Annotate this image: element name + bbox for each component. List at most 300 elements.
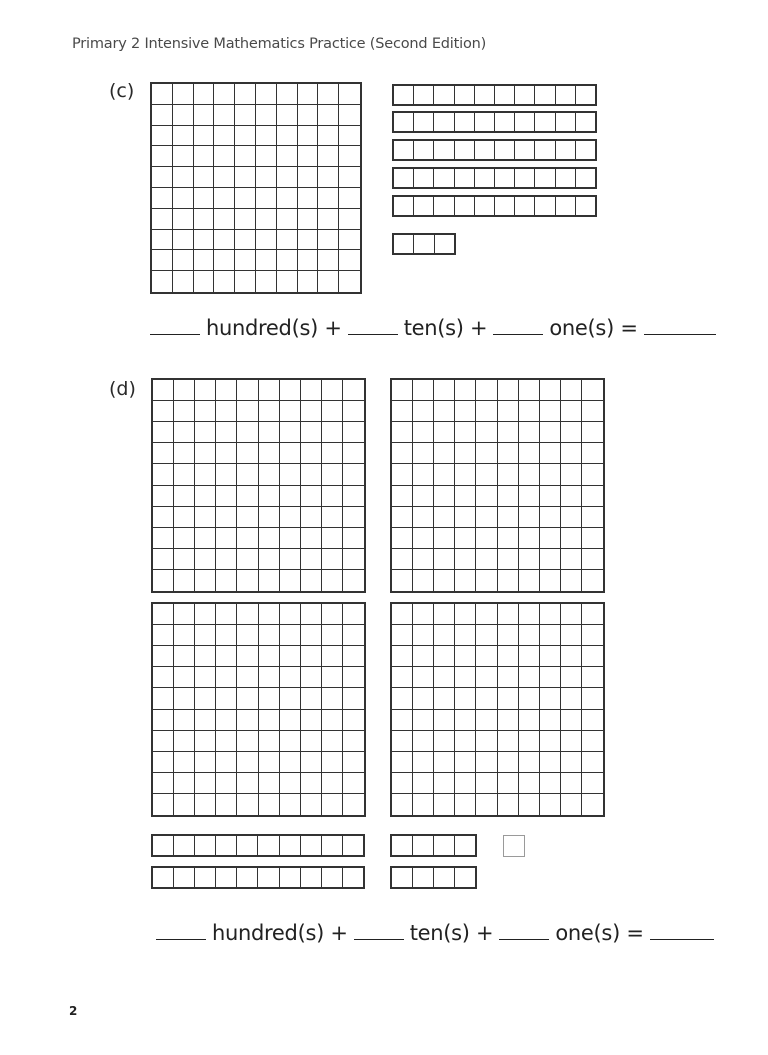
unit-cell: [455, 401, 476, 422]
unit-cell: [434, 836, 455, 855]
unit-cell: [434, 507, 455, 528]
unit-cell: [216, 625, 237, 646]
unit-cell: [475, 169, 495, 187]
unit-cell: [434, 570, 455, 591]
unit-cell: [301, 549, 322, 570]
unit-cell: [322, 443, 343, 464]
tens-answer-blank-c[interactable]: [348, 333, 398, 335]
unit-cell: [476, 464, 497, 485]
unit-cell: [582, 528, 603, 549]
unit-cell: [195, 443, 216, 464]
unit-cell: [519, 507, 540, 528]
unit-cell: [455, 752, 476, 773]
unit-cell: [515, 197, 535, 215]
unit-cell: [277, 84, 298, 105]
unit-cell: [392, 794, 413, 815]
unit-cell: [392, 401, 413, 422]
unit-cell: [561, 486, 582, 507]
unit-cell: [216, 422, 237, 443]
unit-cell: [216, 667, 237, 688]
unit-cell: [434, 752, 455, 773]
unit-cell: [322, 667, 343, 688]
unit-cell: [256, 209, 277, 230]
unit-cell: [195, 625, 216, 646]
unit-cell: [216, 794, 237, 815]
unit-cell: [301, 667, 322, 688]
unit-cell: [476, 752, 497, 773]
unit-cell: [339, 146, 360, 167]
unit-cell: [194, 250, 215, 271]
unit-cell: [173, 105, 194, 126]
unit-cell: [322, 507, 343, 528]
unit-cell: [455, 507, 476, 528]
unit-cell: [561, 401, 582, 422]
unit-cell: [498, 570, 519, 591]
unit-cell: [476, 401, 497, 422]
unit-cell: [576, 169, 595, 187]
unit-cell: [298, 105, 319, 126]
unit-cell: [195, 380, 216, 401]
unit-cell: [582, 422, 603, 443]
unit-cell: [259, 646, 280, 667]
ones-answer-blank-c[interactable]: [493, 333, 543, 335]
unit-cell: [322, 401, 343, 422]
unit-cell: [413, 422, 434, 443]
unit-cell: [214, 146, 235, 167]
unit-cell: [237, 549, 258, 570]
unit-cell: [339, 250, 360, 271]
unit-cell: [495, 141, 515, 159]
unit-cell: [343, 507, 364, 528]
unit-cell: [301, 710, 322, 731]
unit-cell: [576, 197, 595, 215]
unit-cell: [414, 235, 434, 253]
unit-cell: [392, 443, 413, 464]
unit-cell: [519, 688, 540, 709]
unit-cell: [318, 105, 339, 126]
unit-cell: [235, 84, 256, 105]
ones-answer-blank-d[interactable]: [499, 938, 549, 940]
unit-cell: [414, 113, 434, 131]
unit-cell: [343, 422, 364, 443]
unit-cell: [153, 570, 174, 591]
unit-cell: [582, 604, 603, 625]
unit-cell: [280, 646, 301, 667]
unit-cell: [413, 752, 434, 773]
unit-cell: [475, 141, 495, 159]
equation-d: [156, 921, 714, 945]
unit-cell: [582, 549, 603, 570]
unit-cell: [540, 604, 561, 625]
unit-cell: [455, 464, 476, 485]
unit-cell: [174, 868, 195, 887]
unit-cell: [498, 528, 519, 549]
unit-cell: [153, 868, 174, 887]
unit-cell: [280, 604, 301, 625]
unit-cell: [237, 528, 258, 549]
unit-cell: [216, 752, 237, 773]
unit-cell: [259, 528, 280, 549]
unit-cell: [556, 169, 576, 187]
unit-cell: [153, 731, 174, 752]
unit-cell: [392, 486, 413, 507]
unit-cell: [153, 710, 174, 731]
unit-cell: [195, 464, 216, 485]
unit-cell: [256, 126, 277, 147]
unit-cell: [535, 169, 555, 187]
unit-cell: [455, 197, 475, 215]
unit-cell: [174, 688, 195, 709]
unit-cell: [515, 86, 535, 104]
unit-cell: [413, 486, 434, 507]
unit-cell: [498, 731, 519, 752]
unit-cell: [301, 625, 322, 646]
ten-strip-c-5: [392, 195, 597, 217]
unit-cell: [561, 604, 582, 625]
unit-cell: [561, 752, 582, 773]
unit-cell: [561, 507, 582, 528]
unit-cell: [322, 836, 343, 855]
unit-cell: [256, 271, 277, 292]
hundreds-answer-blank-c[interactable]: [150, 333, 200, 335]
unit-cell: [216, 868, 237, 887]
unit-cell: [540, 688, 561, 709]
hundreds-text: hundred(s) +: [212, 921, 348, 945]
unit-cell: [343, 604, 364, 625]
unit-cell: [277, 230, 298, 251]
unit-cell: [174, 667, 195, 688]
unit-cell: [152, 271, 173, 292]
unit-cell: [301, 507, 322, 528]
unit-cell: [582, 464, 603, 485]
unit-cell: [194, 271, 215, 292]
unit-cell: [455, 868, 475, 887]
unit-cell: [339, 167, 360, 188]
unit-cell: [582, 401, 603, 422]
unit-cell: [322, 486, 343, 507]
unit-cell: [392, 773, 413, 794]
unit-cell: [561, 773, 582, 794]
ones-strip-c: [392, 233, 456, 255]
unit-cell: [434, 380, 455, 401]
unit-cell: [413, 731, 434, 752]
total-answer-blank-c[interactable]: [644, 333, 716, 335]
unit-cell: [194, 167, 215, 188]
unit-cell: [277, 146, 298, 167]
unit-cell: [434, 486, 455, 507]
unit-cell: [237, 752, 258, 773]
unit-cell: [495, 86, 515, 104]
unit-cell: [455, 113, 475, 131]
unit-cell: [394, 141, 414, 159]
unit-cell: [318, 271, 339, 292]
unit-cell: [413, 868, 434, 887]
unit-cell: [195, 528, 216, 549]
unit-cell: [540, 794, 561, 815]
unit-cell: [556, 113, 576, 131]
unit-cell: [280, 868, 301, 887]
unit-cell: [556, 141, 576, 159]
unit-cell: [153, 773, 174, 794]
unit-cell: [280, 688, 301, 709]
unit-cell: [339, 84, 360, 105]
unit-cell: [476, 443, 497, 464]
unit-cell: [214, 105, 235, 126]
unit-cell: [475, 197, 495, 215]
unit-cell: [235, 209, 256, 230]
unit-cell: [277, 271, 298, 292]
unit-cell: [280, 443, 301, 464]
unit-cell: [237, 646, 258, 667]
unit-cell: [318, 146, 339, 167]
unit-cell: [476, 773, 497, 794]
unit-cell: [540, 570, 561, 591]
unit-cell: [413, 710, 434, 731]
unit-cell: [582, 625, 603, 646]
unit-cell: [582, 380, 603, 401]
unit-cell: [519, 773, 540, 794]
unit-cell: [280, 380, 301, 401]
unit-cell: [413, 570, 434, 591]
unit-cell: [561, 549, 582, 570]
unit-cell: [259, 794, 280, 815]
total-answer-blank-d[interactable]: [650, 938, 714, 940]
unit-cell: [455, 380, 476, 401]
unit-cell: [392, 710, 413, 731]
unit-cell: [259, 667, 280, 688]
unit-cell: [540, 486, 561, 507]
unit-cell: [153, 646, 174, 667]
unit-cell: [259, 507, 280, 528]
unit-cell: [434, 86, 454, 104]
unit-cell: [174, 486, 195, 507]
hundred-square-d-4: [390, 602, 605, 817]
question-label-d: (d): [109, 378, 136, 400]
unit-cell: [152, 250, 173, 271]
unit-cell: [237, 604, 258, 625]
unit-cell: [174, 443, 195, 464]
unit-cell: [216, 731, 237, 752]
unit-cell: [259, 752, 280, 773]
unit-cell: [394, 197, 414, 215]
unit-cell: [216, 710, 237, 731]
unit-cell: [343, 570, 364, 591]
unit-cell: [280, 836, 301, 855]
unit-cell: [576, 86, 595, 104]
unit-cell: [414, 86, 434, 104]
unit-cell: [414, 169, 434, 187]
unit-cell: [216, 464, 237, 485]
unit-cell: [235, 230, 256, 251]
unit-cell: [394, 235, 414, 253]
unit-cell: [392, 570, 413, 591]
unit-cell: [498, 773, 519, 794]
unit-cell: [280, 570, 301, 591]
page-header: Primary 2 Intensive Mathematics Practice (Second Edition): [72, 36, 487, 52]
unit-cell: [413, 773, 434, 794]
unit-cell: [322, 549, 343, 570]
unit-cell: [519, 443, 540, 464]
unit-cell: [259, 422, 280, 443]
unit-cell: [237, 507, 258, 528]
unit-cell: [195, 731, 216, 752]
unit-cell: [455, 604, 476, 625]
unit-cell: [434, 688, 455, 709]
ones-text: one(s) =: [555, 921, 644, 945]
unit-cell: [195, 688, 216, 709]
unit-cell: [343, 625, 364, 646]
unit-cell: [540, 667, 561, 688]
unit-cell: [214, 271, 235, 292]
unit-cell: [343, 443, 364, 464]
unit-cell: [434, 401, 455, 422]
unit-cell: [455, 710, 476, 731]
unit-cell: [519, 380, 540, 401]
unit-cell: [259, 464, 280, 485]
unit-cell: [535, 86, 555, 104]
unit-cell: [194, 209, 215, 230]
unit-cell: [498, 625, 519, 646]
unit-cell: [235, 126, 256, 147]
unit-cell: [394, 113, 414, 131]
unit-cell: [174, 528, 195, 549]
unit-cell: [498, 486, 519, 507]
unit-cell: [498, 549, 519, 570]
unit-cell: [339, 126, 360, 147]
unit-cell: [343, 380, 364, 401]
unit-cell: [413, 625, 434, 646]
unit-cell: [519, 710, 540, 731]
unit-cell: [216, 549, 237, 570]
unit-cell: [414, 197, 434, 215]
unit-cell: [152, 209, 173, 230]
unit-cell: [256, 188, 277, 209]
unit-cell: [392, 731, 413, 752]
unit-cell: [561, 422, 582, 443]
unit-cell: [343, 688, 364, 709]
unit-cell: [153, 486, 174, 507]
unit-cell: [152, 126, 173, 147]
unit-cell: [216, 443, 237, 464]
unit-cell: [235, 271, 256, 292]
hundreds-answer-blank-d[interactable]: [156, 938, 206, 940]
unit-cell: [435, 235, 454, 253]
unit-cell: [413, 794, 434, 815]
unit-cell: [498, 507, 519, 528]
unit-cell: [392, 836, 413, 855]
unit-cell: [540, 528, 561, 549]
unit-cell: [277, 105, 298, 126]
unit-cell: [174, 836, 195, 855]
unit-cell: [519, 401, 540, 422]
unit-cell: [540, 625, 561, 646]
unit-cell: [318, 209, 339, 230]
hundred-square-c-1: [150, 82, 362, 294]
unit-cell: [455, 141, 475, 159]
unit-cell: [498, 443, 519, 464]
unit-cell: [434, 794, 455, 815]
unit-cell: [301, 464, 322, 485]
unit-cell: [301, 794, 322, 815]
unit-cell: [392, 688, 413, 709]
unit-cell: [561, 794, 582, 815]
unit-cell: [174, 752, 195, 773]
ten-strip-c-1: [392, 84, 597, 106]
unit-cell: [413, 688, 434, 709]
unit-cell: [413, 604, 434, 625]
unit-cell: [235, 167, 256, 188]
unit-cell: [561, 528, 582, 549]
unit-cell: [322, 731, 343, 752]
unit-cell: [298, 167, 319, 188]
unit-cell: [455, 646, 476, 667]
unit-cell: [195, 836, 216, 855]
unit-cell: [237, 443, 258, 464]
unit-cell: [519, 604, 540, 625]
unit-cell: [322, 773, 343, 794]
hundred-square-d-3: [151, 602, 366, 817]
unit-cell: [280, 794, 301, 815]
single-unit-square-d: [503, 835, 525, 857]
unit-cell: [413, 380, 434, 401]
unit-cell: [174, 507, 195, 528]
unit-cell: [214, 230, 235, 251]
unit-cell: [237, 401, 258, 422]
unit-cell: [322, 752, 343, 773]
unit-cell: [519, 625, 540, 646]
unit-cell: [476, 646, 497, 667]
unit-cell: [153, 794, 174, 815]
unit-cell: [277, 209, 298, 230]
unit-cell: [392, 507, 413, 528]
unit-cell: [216, 688, 237, 709]
unit-cell: [455, 549, 476, 570]
unit-cell: [301, 773, 322, 794]
unit-cell: [216, 380, 237, 401]
unit-cell: [561, 570, 582, 591]
unit-cell: [237, 422, 258, 443]
unit-cell: [540, 549, 561, 570]
unit-cell: [392, 604, 413, 625]
unit-cell: [343, 836, 363, 855]
unit-cell: [413, 549, 434, 570]
unit-cell: [434, 625, 455, 646]
unit-cell: [195, 646, 216, 667]
unit-cell: [173, 230, 194, 251]
unit-cell: [515, 169, 535, 187]
unit-cell: [343, 731, 364, 752]
unit-cell: [153, 380, 174, 401]
tens-text: ten(s) +: [403, 316, 488, 340]
unit-cell: [561, 443, 582, 464]
unit-cell: [173, 167, 194, 188]
unit-cell: [259, 443, 280, 464]
unit-cell: [173, 250, 194, 271]
unit-cell: [301, 443, 322, 464]
unit-cell: [476, 380, 497, 401]
unit-cell: [322, 570, 343, 591]
unit-cell: [259, 570, 280, 591]
unit-cell: [434, 443, 455, 464]
unit-cell: [237, 868, 258, 887]
unit-cell: [214, 188, 235, 209]
unit-cell: [434, 113, 454, 131]
unit-cell: [540, 773, 561, 794]
unit-cell: [174, 422, 195, 443]
tens-answer-blank-d[interactable]: [354, 938, 404, 940]
unit-cell: [301, 688, 322, 709]
unit-cell: [298, 188, 319, 209]
